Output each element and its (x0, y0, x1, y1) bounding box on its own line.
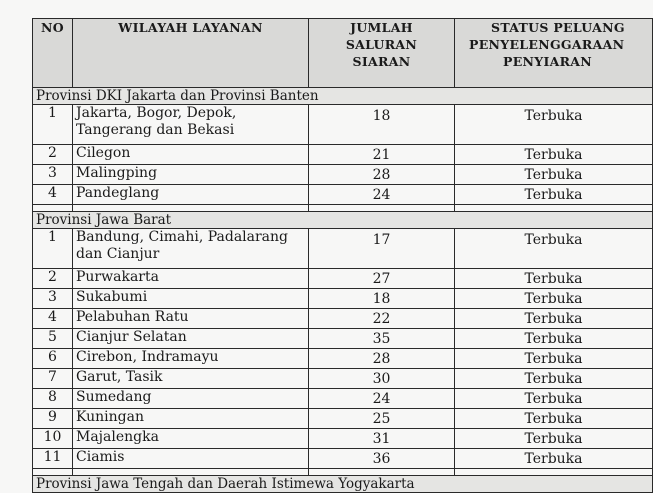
row-status: Terbuka (455, 185, 653, 205)
table-row (33, 309, 653, 329)
wilayah-line: Cilegon (76, 145, 131, 161)
row-number: 4 (33, 185, 73, 205)
spacer-row (33, 469, 653, 476)
table-row (33, 145, 653, 165)
row-wilayah (73, 429, 309, 449)
spacer-cell (73, 205, 309, 212)
province-row (33, 88, 653, 105)
row-number: 3 (33, 289, 73, 309)
spacer-cell (73, 469, 309, 476)
row-jumlah: 25 (309, 409, 455, 429)
row-number: 6 (33, 349, 73, 369)
wilayah-line: Cianjur Selatan (76, 329, 187, 345)
table-row (33, 105, 653, 145)
row-status: Terbuka (455, 269, 653, 289)
row-jumlah: 31 (309, 429, 455, 449)
wilayah-line: Sumedang (76, 389, 152, 405)
table-row (33, 369, 653, 389)
header-jumlah-line: SALURAN (345, 37, 418, 52)
row-status: Terbuka (455, 449, 653, 469)
wilayah-line: Cirebon, Indramayu (76, 349, 219, 365)
wilayah-line: Kuningan (76, 409, 145, 425)
row-number: 1 (33, 105, 73, 145)
table-row (33, 409, 653, 429)
row-status: Terbuka (455, 429, 653, 449)
province-row (33, 212, 653, 229)
row-wilayah (73, 349, 309, 369)
spacer-cell (455, 205, 653, 212)
row-number: 1 (33, 229, 73, 269)
row-jumlah: 30 (309, 369, 455, 389)
table-body (33, 88, 653, 493)
row-wilayah (73, 269, 309, 289)
province-title: Provinsi Jawa Barat (33, 212, 653, 229)
row-number: 7 (33, 369, 73, 389)
header-no: NO (33, 19, 73, 88)
table-row (33, 165, 653, 185)
wilayah-line: Tangerang dan Bekasi (76, 122, 235, 138)
row-status: Terbuka (455, 289, 653, 309)
header-jumlah (309, 19, 455, 88)
row-jumlah: 17 (309, 229, 455, 269)
header-jumlah-line: SIARAN (352, 54, 411, 69)
row-wilayah (73, 449, 309, 469)
row-status: Terbuka (455, 349, 653, 369)
row-number: 10 (33, 429, 73, 449)
table-row (33, 289, 653, 309)
wilayah-line: Malingping (76, 165, 158, 181)
row-status: Terbuka (455, 229, 653, 269)
row-jumlah: 18 (309, 289, 455, 309)
table-row (33, 229, 653, 269)
header-jumlah-line: JUMLAH (350, 20, 413, 35)
row-wilayah (73, 165, 309, 185)
spacer-cell (33, 205, 73, 212)
wilayah-line: Pelabuhan Ratu (76, 309, 189, 325)
header-status-line: PENYIARAN (503, 54, 593, 69)
table-row (33, 429, 653, 449)
wilayah-line: Garut, Tasik (76, 369, 163, 385)
row-jumlah: 22 (309, 309, 455, 329)
row-number: 2 (33, 145, 73, 165)
spacer-cell (309, 469, 455, 476)
row-wilayah (73, 229, 309, 269)
table-row (33, 185, 653, 205)
row-jumlah: 24 (309, 185, 455, 205)
spacer-cell (455, 469, 653, 476)
row-jumlah: 36 (309, 449, 455, 469)
wilayah-line: Majalengka (76, 429, 159, 445)
row-wilayah (73, 369, 309, 389)
province-title: Provinsi DKI Jakarta dan Provinsi Banten (33, 88, 653, 105)
row-wilayah (73, 409, 309, 429)
row-jumlah: 28 (309, 165, 455, 185)
row-status: Terbuka (455, 329, 653, 349)
row-number: 9 (33, 409, 73, 429)
row-number: 11 (33, 449, 73, 469)
province-title: Provinsi Jawa Tengah dan Daerah Istimewa Yogyakarta (33, 476, 653, 493)
row-wilayah (73, 389, 309, 409)
row-number: 3 (33, 165, 73, 185)
header-wilayah: WILAYAH LAYANAN (73, 19, 309, 88)
row-status: Terbuka (455, 409, 653, 429)
table-row (33, 329, 653, 349)
row-status: Terbuka (455, 389, 653, 409)
row-status: Terbuka (455, 145, 653, 165)
wilayah-line: Ciamis (76, 449, 125, 465)
broadcast-table (32, 18, 653, 493)
header-status-line: STATUS PELUANG (491, 20, 625, 35)
table-row (33, 389, 653, 409)
row-wilayah (73, 289, 309, 309)
row-wilayah (73, 329, 309, 349)
spacer-cell (309, 205, 455, 212)
header-status (455, 19, 653, 88)
row-status: Terbuka (455, 165, 653, 185)
province-row (33, 476, 653, 493)
table-row (33, 269, 653, 289)
wilayah-line: Bandung, Cimahi, Padalarang (76, 229, 289, 245)
row-wilayah (73, 145, 309, 165)
row-jumlah: 28 (309, 349, 455, 369)
table-row (33, 449, 653, 469)
spacer-cell (33, 469, 73, 476)
table-row (33, 349, 653, 369)
header-status-line: PENYELENGGARAAN (469, 37, 625, 52)
wilayah-line: Purwakarta (76, 269, 159, 285)
wilayah-line: Jakarta, Bogor, Depok, (76, 105, 237, 121)
row-status: Terbuka (455, 369, 653, 389)
wilayah-line: Pandeglang (76, 185, 160, 201)
row-status: Terbuka (455, 105, 653, 145)
row-status: Terbuka (455, 309, 653, 329)
table-header (33, 19, 653, 88)
row-jumlah: 21 (309, 145, 455, 165)
wilayah-line: dan Cianjur (76, 246, 160, 262)
row-number: 5 (33, 329, 73, 349)
row-jumlah: 18 (309, 105, 455, 145)
row-jumlah: 35 (309, 329, 455, 349)
row-wilayah (73, 185, 309, 205)
row-number: 8 (33, 389, 73, 409)
row-wilayah (73, 309, 309, 329)
row-wilayah (73, 105, 309, 145)
row-jumlah: 24 (309, 389, 455, 409)
spacer-row (33, 205, 653, 212)
wilayah-line: Sukabumi (76, 289, 148, 305)
row-jumlah: 27 (309, 269, 455, 289)
row-number: 2 (33, 269, 73, 289)
row-number: 4 (33, 309, 73, 329)
